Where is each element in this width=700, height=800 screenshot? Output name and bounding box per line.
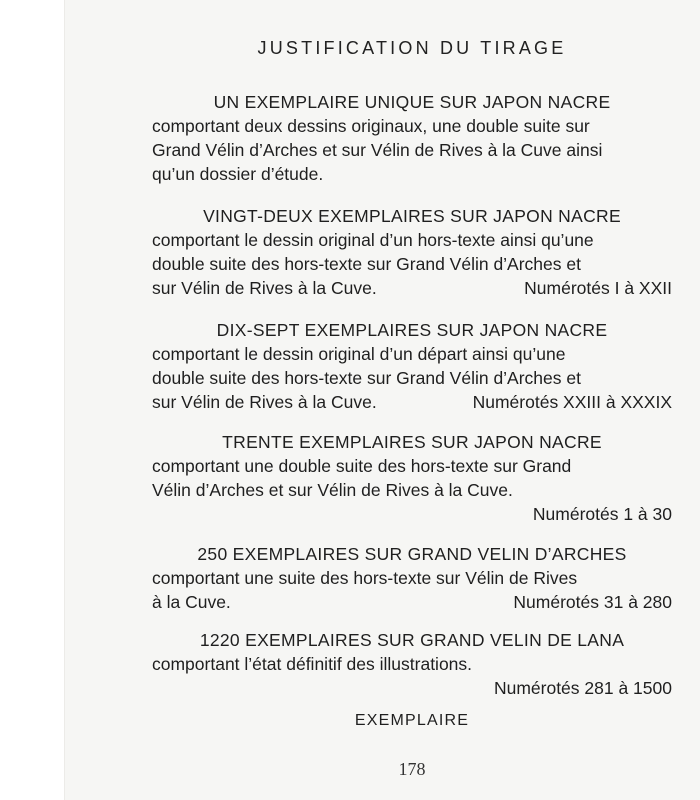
edition-entry-6 (152, 628, 672, 700)
entry-line: comportant le dessin original d’un hors-texte ainsi qu’une (152, 230, 594, 250)
entry-numbering: Numérotés 281 à 1500 (493, 678, 672, 698)
edition-entry-4 (152, 430, 672, 526)
entry-heading: 250 EXEMPLAIRES SUR GRAND VELIN D’ARCHES (197, 544, 627, 564)
entry-line: Vélin d’Arches et sur Vélin de Rives à la Cuve. (152, 480, 513, 500)
entry-line: sur Vélin de Rives à la Cuve. (152, 278, 377, 298)
entry-line: comportant une double suite des hors-texte sur Grand (152, 456, 572, 476)
entry-numbering: Numérotés XXIII à XXXIX (472, 392, 672, 412)
entry-heading: VINGT-DEUX EXEMPLAIRES SUR JAPON NACRE (203, 206, 621, 226)
entry-numbering: Numérotés 1 à 30 (532, 504, 672, 524)
edition-entry-5 (152, 542, 672, 614)
entry-line: sur Vélin de Rives à la Cuve. (152, 392, 377, 412)
copy-number: 178 (398, 759, 426, 779)
entry-heading: 1220 EXEMPLAIRES SUR GRAND VELIN DE LANA (199, 630, 625, 650)
entry-line: comportant l’état définitif des illustrations. (152, 654, 473, 674)
edition-entry-3 (152, 318, 672, 414)
entry-line: comportant deux dessins originaux, une double suite sur (152, 116, 590, 136)
entry-heading: TRENTE EXEMPLAIRES SUR JAPON NACRE (222, 432, 602, 452)
entry-last-line (152, 390, 672, 414)
entry-line: double suite des hors-texte sur Grand Vélin d’Arches et (152, 254, 581, 274)
entry-line: qu’un dossier d’étude. (152, 164, 324, 184)
page-sheet (64, 0, 700, 800)
entry-line: à la Cuve. (152, 592, 231, 612)
entry-line: Grand Vélin d’Arches et sur Vélin de Rives à la Cuve ainsi (152, 140, 603, 160)
edition-entry-2 (152, 204, 672, 300)
edition-entry-1 (152, 90, 672, 186)
entry-numbering: Numérotés 31 à 280 (513, 592, 672, 612)
entry-line: comportant le dessin original d’un départ ainsi qu’une (152, 344, 566, 364)
entry-line: double suite des hors-texte sur Grand Vélin d’Arches et (152, 368, 581, 388)
entry-heading: UN EXEMPLAIRE UNIQUE SUR JAPON NACRE (213, 92, 611, 112)
entry-line: comportant une suite des hors-texte sur Vélin de Rives (152, 568, 578, 588)
entry-heading: DIX-SEPT EXEMPLAIRES SUR JAPON NACRE (216, 320, 608, 340)
entry-numbering: Numérotés I à XXII (524, 278, 672, 298)
text-block (152, 0, 672, 800)
entry-last-line (152, 276, 672, 300)
entry-last-line (152, 590, 672, 614)
page-title: JUSTIFICATION DU TIRAGE (257, 38, 567, 58)
copy-label: EXEMPLAIRE (354, 712, 470, 729)
